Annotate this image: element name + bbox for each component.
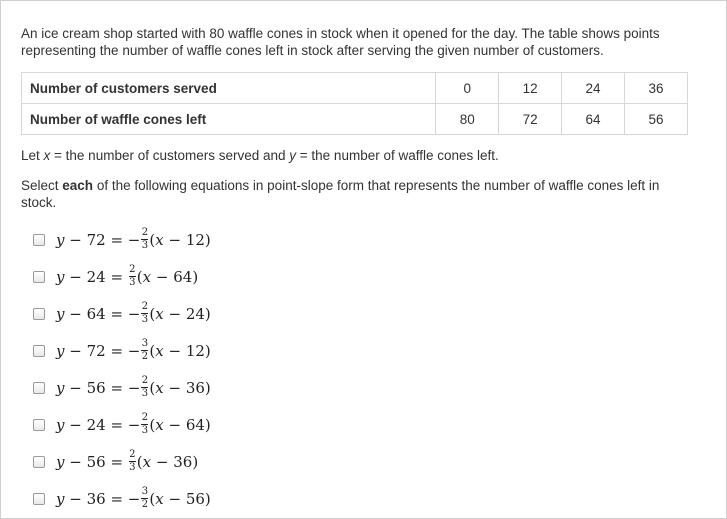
equation-x0: 56 [185,489,205,508]
slope-denominator: 2 [141,351,149,362]
answer-checkbox[interactable] [33,382,45,394]
variable-x: x [43,148,51,163]
answer-option[interactable] [21,332,691,369]
table-cell: 36 [625,73,688,104]
answer-option[interactable] [21,480,691,517]
slope-fraction [141,487,148,510]
equation-y0: 24 [86,415,106,434]
slope-denominator: 3 [141,388,149,399]
equation-x0: 64 [185,415,205,434]
equation-x0: 36 [173,452,193,471]
equation-y0: 56 [86,452,106,471]
variable-definition [21,147,691,164]
table-cell: 64 [562,104,625,135]
equation: y − 56 = $\frac{2}{3}$ ( x − 36 ) [56,449,199,473]
slope-fraction [141,413,148,436]
answer-option[interactable] [21,258,691,295]
equation-sign: − [127,489,141,508]
slope-fraction [141,376,148,399]
equation-y0: 72 [86,230,106,249]
variable-y: y [289,148,297,163]
equation-sign: − [127,304,141,323]
answer-checkbox[interactable] [33,234,45,246]
slope-fraction [141,302,148,325]
equation-x0: 12 [185,230,205,249]
slope-fraction [141,339,148,362]
instruction-prefix: Select [21,178,63,193]
equation-sign: − [127,378,141,397]
equation: y − 36 = − $\frac{3}{2}$ ( x − 56 ) [56,486,211,510]
equation-x0: 24 [185,304,205,323]
answer-checkbox[interactable] [33,308,45,320]
equation-sign: − [127,230,141,249]
slope-numerator: 3 [141,338,149,349]
slope-numerator: 2 [141,375,149,386]
answer-option[interactable] [21,443,691,480]
slope-denominator: 2 [141,499,149,510]
slope-fraction [141,228,148,251]
equation-y0: 72 [86,341,106,360]
equation-x0: 36 [185,378,205,397]
slope-numerator: 2 [141,227,149,238]
table-cell: 56 [625,104,688,135]
answer-option[interactable] [21,221,691,258]
row-header-cones: Number of waffle cones left [22,104,436,135]
let-mid: = the number of customers served and [50,148,290,163]
answer-checkbox[interactable] [33,271,45,283]
equation-sign: − [127,341,141,360]
answer-checkbox[interactable] [33,345,45,357]
table-cell: 80 [436,104,499,135]
slope-denominator: 3 [141,314,149,325]
equation: y − 56 = − $\frac{2}{3}$ ( x − 36 ) [56,375,211,399]
row-header-customers: Number of customers served [22,73,436,104]
equation-x0: 64 [173,267,193,286]
equation-sign: − [127,415,141,434]
answer-checkbox[interactable] [33,456,45,468]
table-cell: 24 [562,73,625,104]
table-row-cones [22,104,688,135]
equation-y0: 56 [86,378,106,397]
slope-denominator: 3 [129,462,136,473]
slope-numerator: 2 [141,301,149,312]
answer-option[interactable] [21,369,691,406]
equation-y0: 64 [86,304,106,323]
equation-x0: 12 [185,341,205,360]
question-content [21,25,691,517]
slope-numerator: 2 [129,264,136,275]
slope-denominator: 3 [141,240,149,251]
equation: y − 24 = $\frac{2}{3}$ ( x − 64 ) [56,264,199,288]
let-prefix: Let [21,148,44,163]
answer-checkbox[interactable] [33,419,45,431]
slope-fraction [129,265,136,288]
answer-options [21,221,691,517]
answer-option[interactable] [21,295,691,332]
equation: y − 72 = − $\frac{2}{3}$ ( x − 12 ) [56,227,211,251]
table-cell: 12 [499,73,562,104]
equation: y − 72 = − $\frac{3}{2}$ ( x − 12 ) [56,338,211,362]
equation: y − 24 = − $\frac{2}{3}$ ( x − 64 ) [56,412,211,436]
equation-y0: 36 [86,489,106,508]
answer-checkbox[interactable] [33,493,45,505]
table-cell: 72 [499,104,562,135]
slope-numerator: 2 [129,449,136,460]
table-row-customers [22,73,688,104]
instruction [21,177,691,211]
slope-denominator: 3 [129,277,136,288]
data-table [21,72,688,135]
instruction-suffix: of the following equations in point-slope form that represents the number of waffle cones left in stock. [21,178,660,210]
question-intro: An ice cream shop started with 80 waffle cones in stock when it opened for the day. The table shows points representing the number of waffle cones left in stock after serving the given number of customers. [21,26,660,58]
answer-option[interactable] [21,406,691,443]
slope-fraction [129,450,136,473]
instruction-bold: each [62,178,94,193]
table-cell: 0 [436,73,499,104]
equation: y − 64 = − $\frac{2}{3}$ ( x − 24 ) [56,301,211,325]
equation-y0: 24 [86,267,106,286]
let-suffix: = the number of waffle cones left. [296,148,499,163]
slope-numerator: 3 [141,486,149,497]
slope-denominator: 3 [141,425,149,436]
slope-numerator: 2 [141,412,149,423]
